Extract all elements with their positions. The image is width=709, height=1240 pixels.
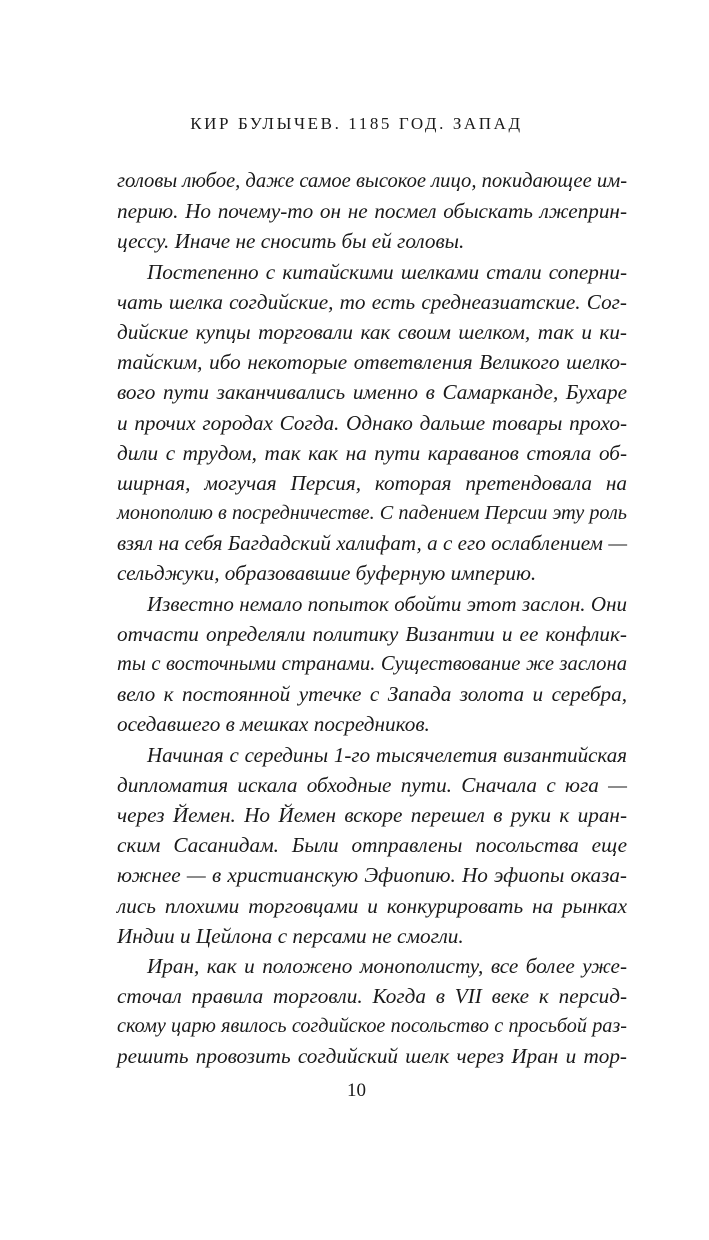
running-head: КИР БУЛЫЧЕВ. 1185 ГОД. ЗАПАД bbox=[190, 114, 523, 133]
text-line: перию. Но почему-то он не посмел обыскать лжеприн- bbox=[117, 199, 627, 224]
text-line: чать шелка согдийские, то есть среднеазиатские. Сог- bbox=[117, 289, 627, 314]
text-line: головы любое, даже самое высокое лицо, покидающее им- bbox=[117, 170, 628, 192]
text-line: ширная, могучая Персия, которая претендовала на bbox=[117, 470, 627, 495]
text-line: через Йемен. Но Йемен вскоре перешел в руки к иран- bbox=[117, 802, 627, 827]
text-line: Иран, как и положено монополисту, все более уже- bbox=[147, 953, 627, 978]
text-line: дийские купцы торговали как своим шелком, так и ки- bbox=[117, 319, 627, 344]
text-line: вого пути заканчивались именно в Самарканде, Бухаре bbox=[117, 380, 627, 405]
text-line: скому царю явилось согдийское посольство с просьбой раз- bbox=[117, 1015, 627, 1038]
text-line: Постепенно с китайскими шелками стали соперни- bbox=[147, 259, 627, 284]
text-line: дили с трудом, так как на пути караванов стояла об- bbox=[117, 440, 627, 465]
text-line: ским Сасанидам. Были отправлены посольства еще bbox=[117, 833, 627, 858]
body-text bbox=[117, 166, 627, 1072]
text-line: Известно немало попыток обойти этот заслон. Они bbox=[147, 591, 627, 616]
text-line: ты с восточными странами. Существование же заслона bbox=[117, 653, 627, 675]
text-line: южнее — в христианскую Эфиопию. Но эфиопы оказа- bbox=[117, 863, 627, 888]
text-line: Индии и Цейлона с персами не смогли. bbox=[117, 923, 464, 948]
text-line: оседавшего в мешках посредников. bbox=[117, 712, 430, 737]
text-line: монополию в посредничестве. С падением Персии эту роль bbox=[117, 502, 627, 525]
text-line: сельджуки, образовавшие буферную империю. bbox=[117, 561, 537, 586]
text-line: решить провозить согдийский шелк через Иран и тор- bbox=[117, 1044, 627, 1069]
text-line: сточал правила торговли. Когда в VII веке к персид- bbox=[117, 984, 627, 1009]
text-line: цессу. Иначе не сносить бы ей головы. bbox=[117, 229, 465, 254]
text-line: вело к постоянной утечке с Запада золота и серебра, bbox=[117, 682, 627, 707]
text-line: тайским, ибо некоторые ответвления Великого шелко- bbox=[117, 350, 627, 375]
text-line: и прочих городах Согда. Однако дальше товары прохо- bbox=[117, 410, 627, 435]
page-number: 10 bbox=[347, 1080, 366, 1101]
text-line: отчасти определяли политику Византии и ее конфлик- bbox=[117, 621, 627, 646]
text-line: Начиная с середины 1-го тысячелетия византийская bbox=[147, 742, 627, 767]
text-line: дипломатия искала обходные пути. Сначала с юга — bbox=[117, 772, 627, 797]
text-line: лись плохими торговцами и конкурировать на рынках bbox=[117, 893, 627, 918]
text-line: взял на себя Багдадский халифат, а с его ослаблением — bbox=[117, 531, 627, 556]
